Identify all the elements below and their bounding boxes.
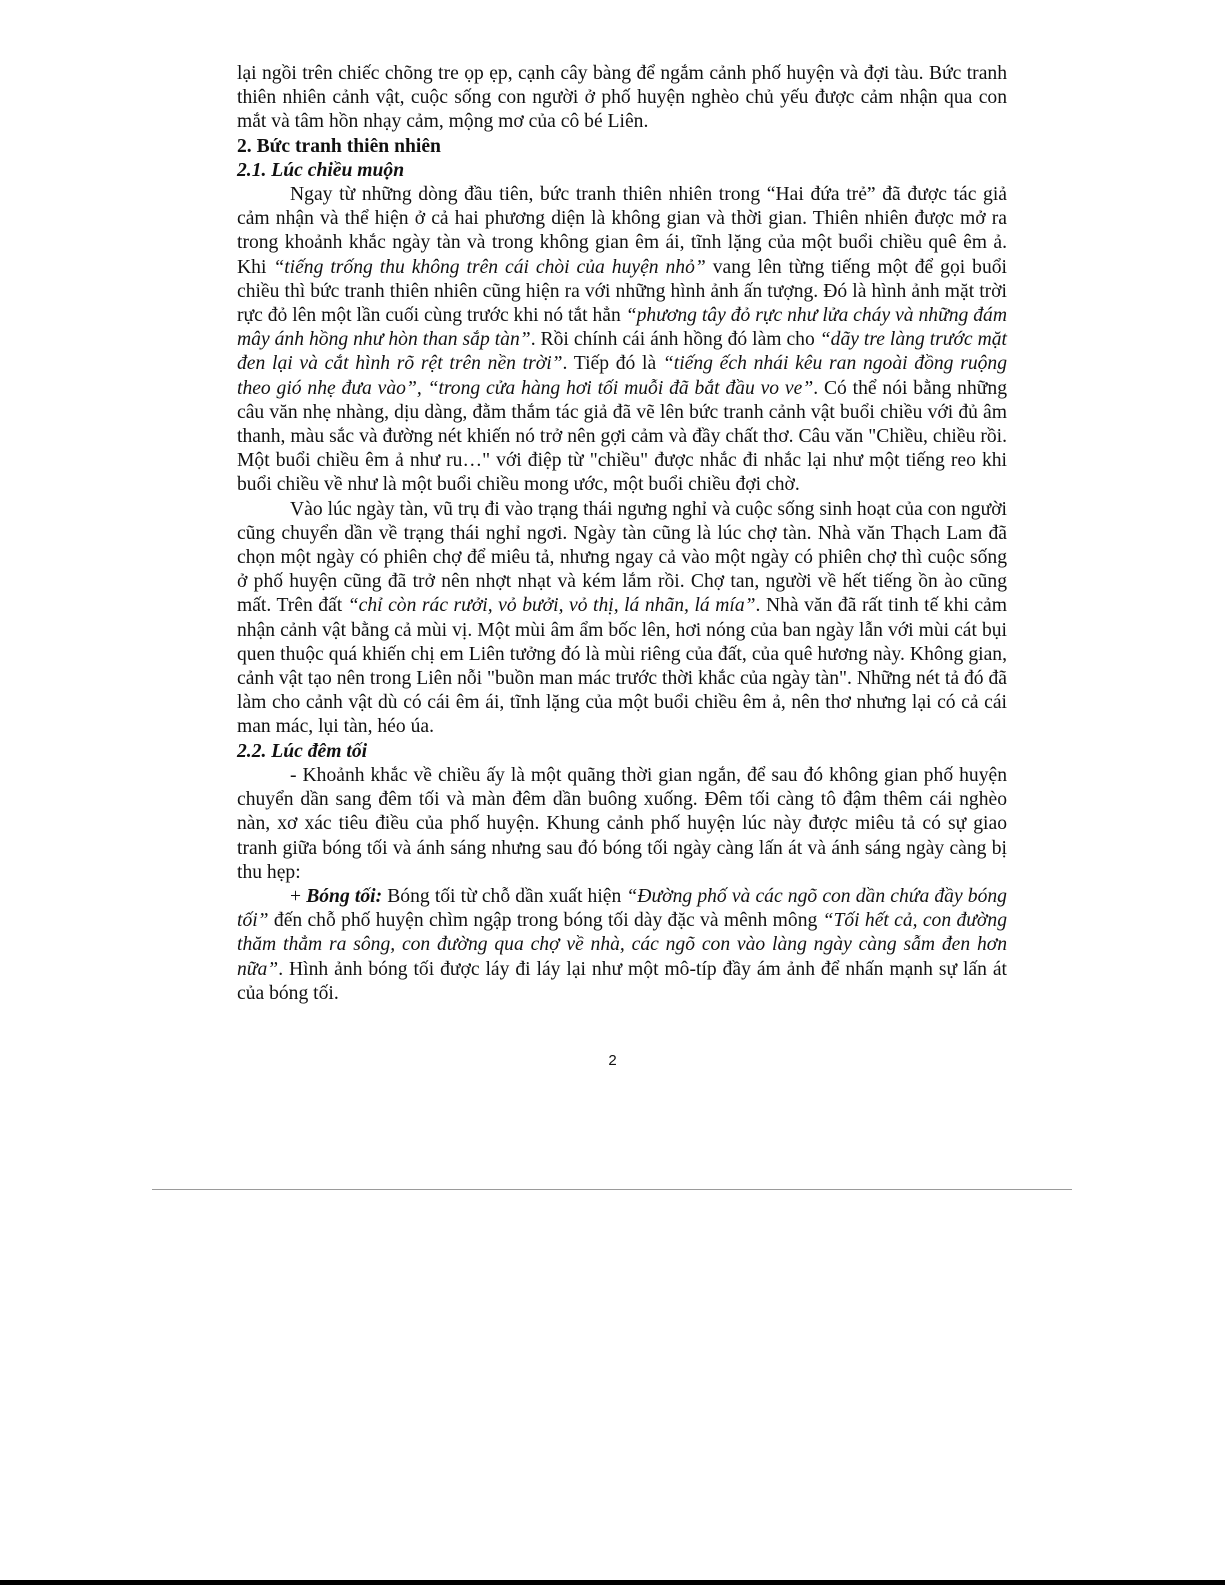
text-run: - Khoảnh khắc về chiều ấy là một quãng thời gian ngắn, để sau đó không gian phố huyện chuyển dần sang đêm tối và màn đêm dần buông xuống. Đêm tối càng tô đậm thêm cái nghèo nàn, xơ xác tiêu điều của phố huyện. Khung cảnh phố huyện lúc này được miêu tả có sự giao tranh giữa bóng tối và ánh sáng nhưng sau đó bóng tối ngày càng lấn át và ánh sáng ngày càng bị thu hẹp:: [237, 764, 1007, 883]
paragraph-afternoon-1: [237, 183, 1007, 498]
emphasis-run: “chỉ còn rác rưởi, vỏ bưởi, vỏ thị, lá nhãn, lá mía”: [347, 595, 756, 617]
text-run: Bóng tối:: [306, 885, 383, 907]
text-run: . Tiếp đó là: [562, 353, 663, 375]
text-run: . Hình ảnh bóng tối được láy đi láy lại như một mô-típ đầy ám ảnh để nhấn mạnh sự lấn át của bóng tối.: [237, 958, 1007, 1004]
text-run: . Có thể nói bằng những câu văn nhẹ nhàng, dịu dàng, đằm thắm tác giả đã vẽ lên bức tranh cảnh vật buổi chiều với đủ âm thanh, màu sắc và đường nét khiến nó trở nên gợi cảm và đầy chất thơ. Câu văn "Chiều, chiều rồi. Một buổi chiều êm ả như ru…" với điệp từ "chiều" được nhắc đi nhắc lại như một tiếng reo khi buổi chiều về như là một buổi chiều mong ước, một buổi chiều đợi chờ.: [237, 377, 1007, 496]
text-run: Bóng tối từ chỗ dần xuất hiện: [382, 885, 627, 907]
paragraph-night-1: [237, 764, 1007, 885]
bottom-edge-bar: [0, 1580, 1225, 1585]
page-divider: [152, 1189, 1072, 1190]
text-run: . Nhà văn đã rất tinh tế khi cảm nhận cảnh vật bằng cả mùi vị. Một mùi âm ẩm bốc lên, hơi nóng của ban ngày lẫn với mùi cát bụi quen thuộc quá khiến chị em Liên tưởng đó là mùi riêng của đất, của quê hương này. Không gian, cảnh vật tạo nên trong Liên nỗi "buồn man mác trước thời khắc của ngày tàn". Những nét tả đó đã làm cho cảnh vật dù có cái êm ái, tĩnh lặng của một buổi chiều êm ả, nên thơ nhưng lại có cả cái man mác, lụi tàn, héo úa.: [237, 595, 1007, 738]
section-heading-2: 2. Bức tranh thiên nhiên: [237, 135, 441, 157]
emphasis-run: [306, 886, 382, 907]
emphasis-run: “Tối hết cả, con đường thăm thẳm ra sông, con đường qua chợ về nhà, các ngõ con vào làng ngày càng sẫm đen hơn nữa”: [237, 910, 1007, 980]
text-run: Ngay từ những dòng đầu tiên, bức tranh thiên nhiên trong “Hai đứa trẻ” đã được tác giả cảm nhận và thể hiện ở cả hai phương diện là không gian và thời gian. Thiên nhiên được mở ra trong khoảnh khắc ngày tàn và trong không gian êm ái, tĩnh lặng của một buổi chiều quê êm ả. Khi: [237, 184, 1007, 278]
emphasis-run: “phương tây đỏ rực như lửa cháy và những đám mây ánh hồng như hòn than sắp tàn”: [237, 305, 1007, 351]
text-run: Vào lúc ngày tàn, vũ trụ đi vào trạng thái ngưng nghỉ và cuộc sống sinh hoạt của con người cũng chuyển dần về trạng thái nghỉ ngơi. Ngày tàn cũng là lúc chợ tàn. Nhà văn Thạch Lam đã chọn một ngày có phiên chợ để miêu tả, nhưng ngay cả vào một ngày có phiên chợ thì cuộc sống ở phố huyện cũng đã trở nên nhợt nhạt và kém lắm rồi. Chợ tan, người về hết tiếng ồn ào cũng mất. Trên đất: [237, 498, 1007, 617]
paragraph-afternoon-2: [237, 498, 1007, 740]
subsection-heading-2-1: 2.1. Lúc chiều muộn: [237, 159, 405, 181]
paragraph-intro: [237, 62, 1007, 135]
emphasis-run: “tiếng ếch nhái kêu ran ngoài đồng ruộng theo gió nhẹ đưa vào”, “trong cửa hàng hơi tối muỗi đã bắt đầu vo ve”: [237, 353, 1008, 399]
emphasis-run: “dãy tre làng trước mặt đen lại và cắt hình rõ rệt trên nền trời”: [237, 329, 1007, 375]
emphasis-run: “tiếng trống thu không trên cái chòi của huyện nhỏ”: [273, 256, 706, 278]
document-page: [237, 62, 1007, 1006]
text-run: +: [290, 885, 307, 907]
text-run: lại ngồi trên chiếc chõng tre ọp ẹp, cạnh cây bàng để ngắm cảnh phố huyện và đợi tàu. Bức tranh thiên nhiên cảnh vật, cuộc sống con người ở phố huyện nghèo chủ yếu được cảm nhận qua con mắt và tâm hồn nhạy cảm, mộng mơ của cô bé Liên.: [237, 63, 1007, 133]
paragraph-darkness: [237, 885, 1007, 1006]
text-run: . Rồi chính cái ánh hồng đó làm cho: [530, 329, 820, 351]
text-run: vang lên từng tiếng một để gọi buổi chiều thì bức tranh thiên nhiên cũng hiện ra với những hình ảnh ấn tượng. Đó là hình ảnh mặt trời rực đỏ lên một lần cuối cùng trước khi nó tắt hẳn: [237, 256, 1007, 327]
emphasis-run: “Đường phố và các ngõ con dần chứa đầy bóng tối”: [237, 885, 1007, 932]
page-number: 2: [608, 1052, 617, 1069]
text-run: đến chỗ phố huyện chìm ngập trong bóng tối dày đặc và mênh mông: [268, 910, 823, 932]
subsection-heading-2-2: 2.2. Lúc đêm tối: [237, 740, 368, 762]
